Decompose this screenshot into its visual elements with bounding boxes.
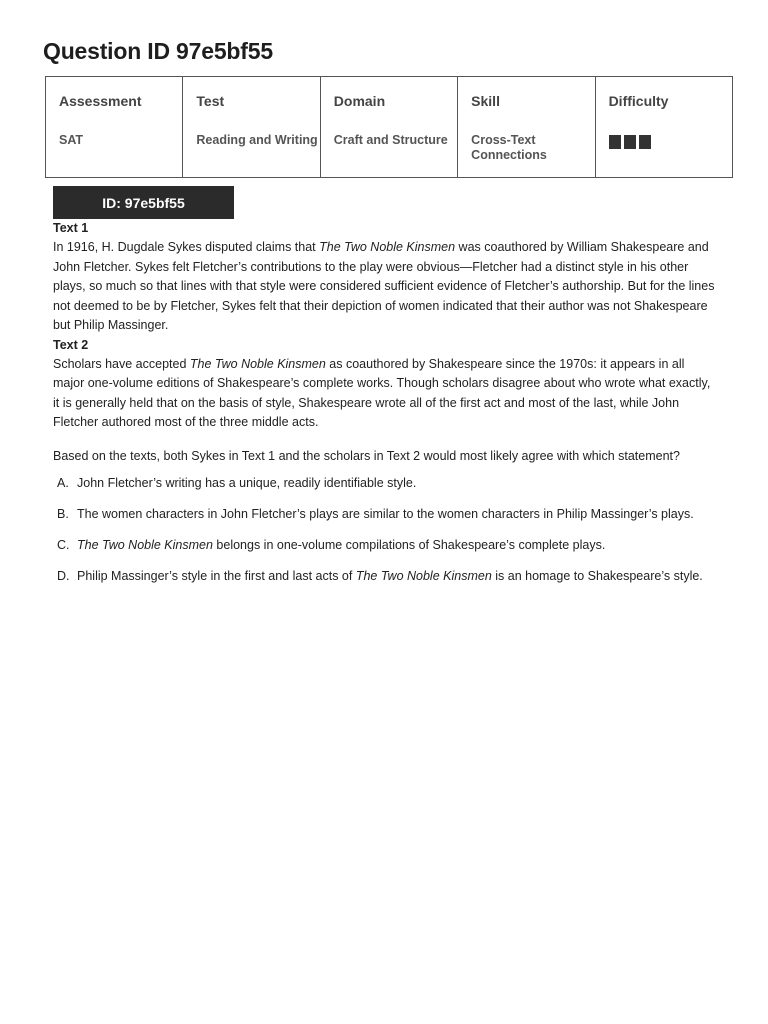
- text1-play-title: The Two Noble Kinsmen: [319, 240, 456, 254]
- text2-part2: as coauthored by Shakespeare since the 1970s: it appears in all major one-volume editions of Shakespeare’s complete works. Though scholars disagree about who wrote what exactly, it is generally held that on the basis of style, Shakespeare wrote all of the first act and most of the last, while John Fletcher authored most of the three middle acts.: [53, 356, 711, 429]
- text2-passage: [53, 355, 717, 433]
- question-metadata-table: [45, 76, 733, 178]
- assessment-value: SAT: [59, 133, 84, 147]
- skill-cell: [458, 77, 595, 178]
- text1-passage: [53, 238, 717, 336]
- difficulty-bar-1: [609, 135, 621, 149]
- choice-d[interactable]: [53, 567, 717, 585]
- domain-value: Craft and Structure: [333, 133, 448, 147]
- choice-c[interactable]: [53, 536, 717, 554]
- choice-a-text: John Fletcher’s writing has a unique, readily identifiable style.: [77, 476, 417, 490]
- skill-label: Skill: [471, 93, 500, 109]
- domain-label: Domain: [333, 93, 386, 109]
- text1-heading: Text 1: [53, 221, 89, 235]
- test-value: Reading and Writing: [196, 133, 318, 147]
- choice-c-text: The Two Noble Kinsmen belongs in one-volume compilations of Shakespeare’s complete plays.: [77, 538, 606, 552]
- test-cell: [183, 77, 320, 178]
- question-content: [53, 219, 717, 598]
- difficulty-label: Difficulty: [608, 93, 669, 109]
- choice-b-letter: B.: [57, 507, 69, 521]
- answer-choices: [53, 474, 717, 585]
- choice-a[interactable]: [53, 474, 717, 492]
- difficulty-bar-3: [639, 135, 651, 149]
- page-title: Question ID 97e5bf55: [43, 38, 273, 64]
- difficulty-bar-2: [624, 135, 636, 149]
- choice-b-text: The women characters in John Fletcher’s plays are similar to the women characters in Philip Massinger’s plays.: [77, 507, 694, 521]
- difficulty-cell: [595, 77, 732, 178]
- text2-heading: Text 2: [53, 337, 89, 352]
- skill-value: Cross-Text Connections: [471, 133, 547, 162]
- difficulty-indicator: [609, 135, 732, 149]
- text2-play-title: The Two Noble Kinsmen: [189, 356, 326, 371]
- choice-b[interactable]: [53, 505, 717, 523]
- text1-part2: was coauthored by William Shakespeare and John Fletcher. Sykes felt Fletcher’s contributions to the play were obvious—Fletcher had a distinct style in his other plays, so much so that lines with that style were considered sufficient evidence of Fletcher’s authorship. But for the lines not deemed to be by Fletcher, Sykes felt that their depiction of women indicated that their author was not Shakespeare but Philip Massinger.: [53, 240, 715, 332]
- domain-cell: [320, 77, 457, 178]
- choice-d-letter: D.: [57, 569, 70, 583]
- choice-a-letter: A.: [57, 476, 69, 490]
- text2-part1: Scholars have accepted: [53, 356, 190, 371]
- assessment-label: Assessment: [59, 93, 142, 109]
- choice-d-text: Philip Massinger’s style in the first and last acts of The Two Noble Kinsmen is an homage to Shakespeare’s style.: [77, 569, 703, 583]
- test-label: Test: [196, 93, 225, 109]
- question-id-banner: ID: 97e5bf55: [53, 186, 234, 219]
- question-stem: Based on the texts, both Sykes in Text 1 and the scholars in Text 2 would most likely agree with which statement?: [53, 448, 680, 463]
- assessment-cell: [46, 77, 183, 178]
- choice-c-letter: C.: [57, 538, 70, 552]
- text1-part1: In 1916, H. Dugdale Sykes disputed claims that: [53, 240, 320, 254]
